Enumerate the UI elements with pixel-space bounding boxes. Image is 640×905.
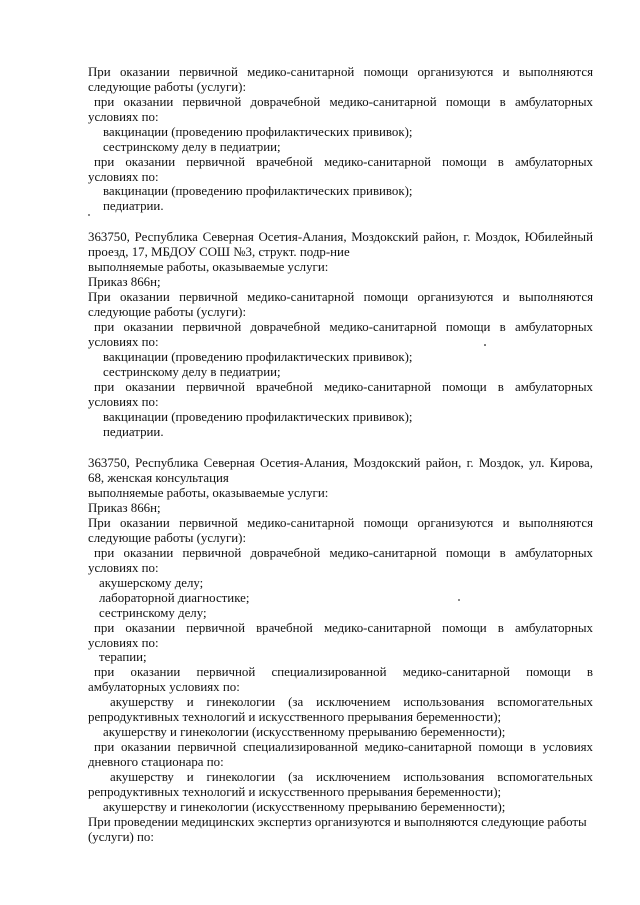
block3-intro-line1: При оказании первичной медико-санитарной помощи организуются и выполняются: [88, 516, 593, 530]
block2-address-line1: 363750, Республика Северная Осетия-Алания, Моздокский район, г. Моздок, Юбилейный: [88, 230, 593, 244]
block2-address-line2: проезд, 17, МБДОУ СОШ №3, структ. подр-ние: [88, 245, 350, 259]
block2-intro-line1: При оказании первичной медико-санитарной помощи организуются и выполняются: [88, 290, 593, 304]
block2-prevrach-line2: условиях по:: [88, 335, 159, 349]
block3-order: Приказ 866н;: [88, 501, 161, 515]
block3-address-line1: 363750, Республика Северная Осетия-Алания, Моздокский район, г. Моздок, ул. Кирова,: [88, 456, 593, 470]
block1-intro-line1: При оказании первичной медико-санитарной помощи организуются и выполняются: [88, 65, 593, 79]
scan-speck: [458, 599, 460, 601]
block3-og1-line1: акушерству и гинекологии (за исключением использования вспомогательных: [110, 695, 593, 709]
block2-vrach-line1: при оказании первичной врачебной медико-санитарной помощи в амбулаторных: [94, 380, 593, 394]
block3-day-hospital-line1: при оказании первичной специализированной медико-санитарной помощи в условиях: [94, 740, 593, 754]
block3-obstetrics: акушерскому делу;: [99, 576, 204, 590]
block1-pediatrics: педиатрии.: [103, 199, 164, 213]
block3-specialized-line1: при оказании первичной специализированной медико-санитарной помощи в: [94, 665, 593, 679]
block3-intro-line2: следующие работы (услуги):: [88, 531, 247, 545]
block3-expertise-line1: При проведении медицинских экспертиз организуются и выполняются следующие работы: [88, 815, 587, 829]
block3-address-line2: 68, женская консультация: [88, 471, 229, 485]
block2-nursing: сестринскому делу в педиатрии;: [103, 365, 281, 379]
block1-vaccination: вакцинации (проведению профилактических прививок);: [103, 125, 413, 139]
block3-og1-abortion: акушерству и гинекологии (искусственному прерыванию беременности);: [103, 725, 506, 739]
block3-og2-abortion: акушерству и гинекологии (искусственному прерыванию беременности);: [103, 800, 506, 814]
block1-nursing: сестринскому делу в педиатрии;: [103, 140, 281, 154]
block1-intro-line2: следующие работы (услуги):: [88, 80, 247, 94]
block1-vaccination-2: вакцинации (проведению профилактических прививок);: [103, 184, 413, 198]
block3-specialized-line2: амбулаторных условиях по:: [88, 680, 240, 694]
block3-og1-line2: репродуктивных технологий и искусственного прерывания беременности);: [88, 710, 502, 724]
block3-therapy: терапии;: [99, 650, 147, 664]
block2-vaccination: вакцинации (проведению профилактических прививок);: [103, 350, 413, 364]
block2-intro-line2: следующие работы (услуги):: [88, 305, 247, 319]
block3-prevrach-line2: условиях по:: [88, 561, 159, 575]
block3-expertise-line2: (услуги) по:: [88, 830, 154, 844]
block3-vrach-line1: при оказании первичной врачебной медико-санитарной помощи в амбулаторных: [94, 621, 593, 635]
block3-og2-line1: акушерству и гинекологии (за исключением использования вспомогательных: [110, 770, 593, 784]
scan-speck: [484, 344, 486, 346]
block3-works-heading: выполняемые работы, оказываемые услуги:: [88, 486, 329, 500]
block1-vrach-line1: при оказании первичной врачебной медико-санитарной помощи в амбулаторных: [94, 155, 593, 169]
block3-og2-line2: репродуктивных технологий и искусственного прерывания беременности);: [88, 785, 502, 799]
block3-day-hospital-line2: дневного стационара по:: [88, 755, 224, 769]
block2-pediatrics: педиатрии.: [103, 425, 164, 439]
block2-works-heading: выполняемые работы, оказываемые услуги:: [88, 260, 329, 274]
block3-vrach-line2: условиях по:: [88, 636, 159, 650]
block3-lab-diagnostics: лабораторной диагностике;: [99, 591, 250, 605]
block1-prevrach-line2: условиях по:: [88, 110, 159, 124]
block3-nursing: сестринскому делу;: [99, 606, 207, 620]
block1-vrach-line2: условиях по:: [88, 170, 159, 184]
block2-vrach-line2: условиях по:: [88, 395, 159, 409]
block2-prevrach-line1: при оказании первичной доврачебной медико-санитарной помощи в амбулаторных: [94, 320, 593, 334]
scan-speck: [88, 214, 90, 216]
block2-order: Приказ 866н;: [88, 275, 161, 289]
block1-prevrach-line1: при оказании первичной доврачебной медико-санитарной помощи в амбулаторных: [94, 95, 593, 109]
block3-prevrach-line1: при оказании первичной доврачебной медико-санитарной помощи в амбулаторных: [94, 546, 593, 560]
block2-vaccination-2: вакцинации (проведению профилактических прививок);: [103, 410, 413, 424]
